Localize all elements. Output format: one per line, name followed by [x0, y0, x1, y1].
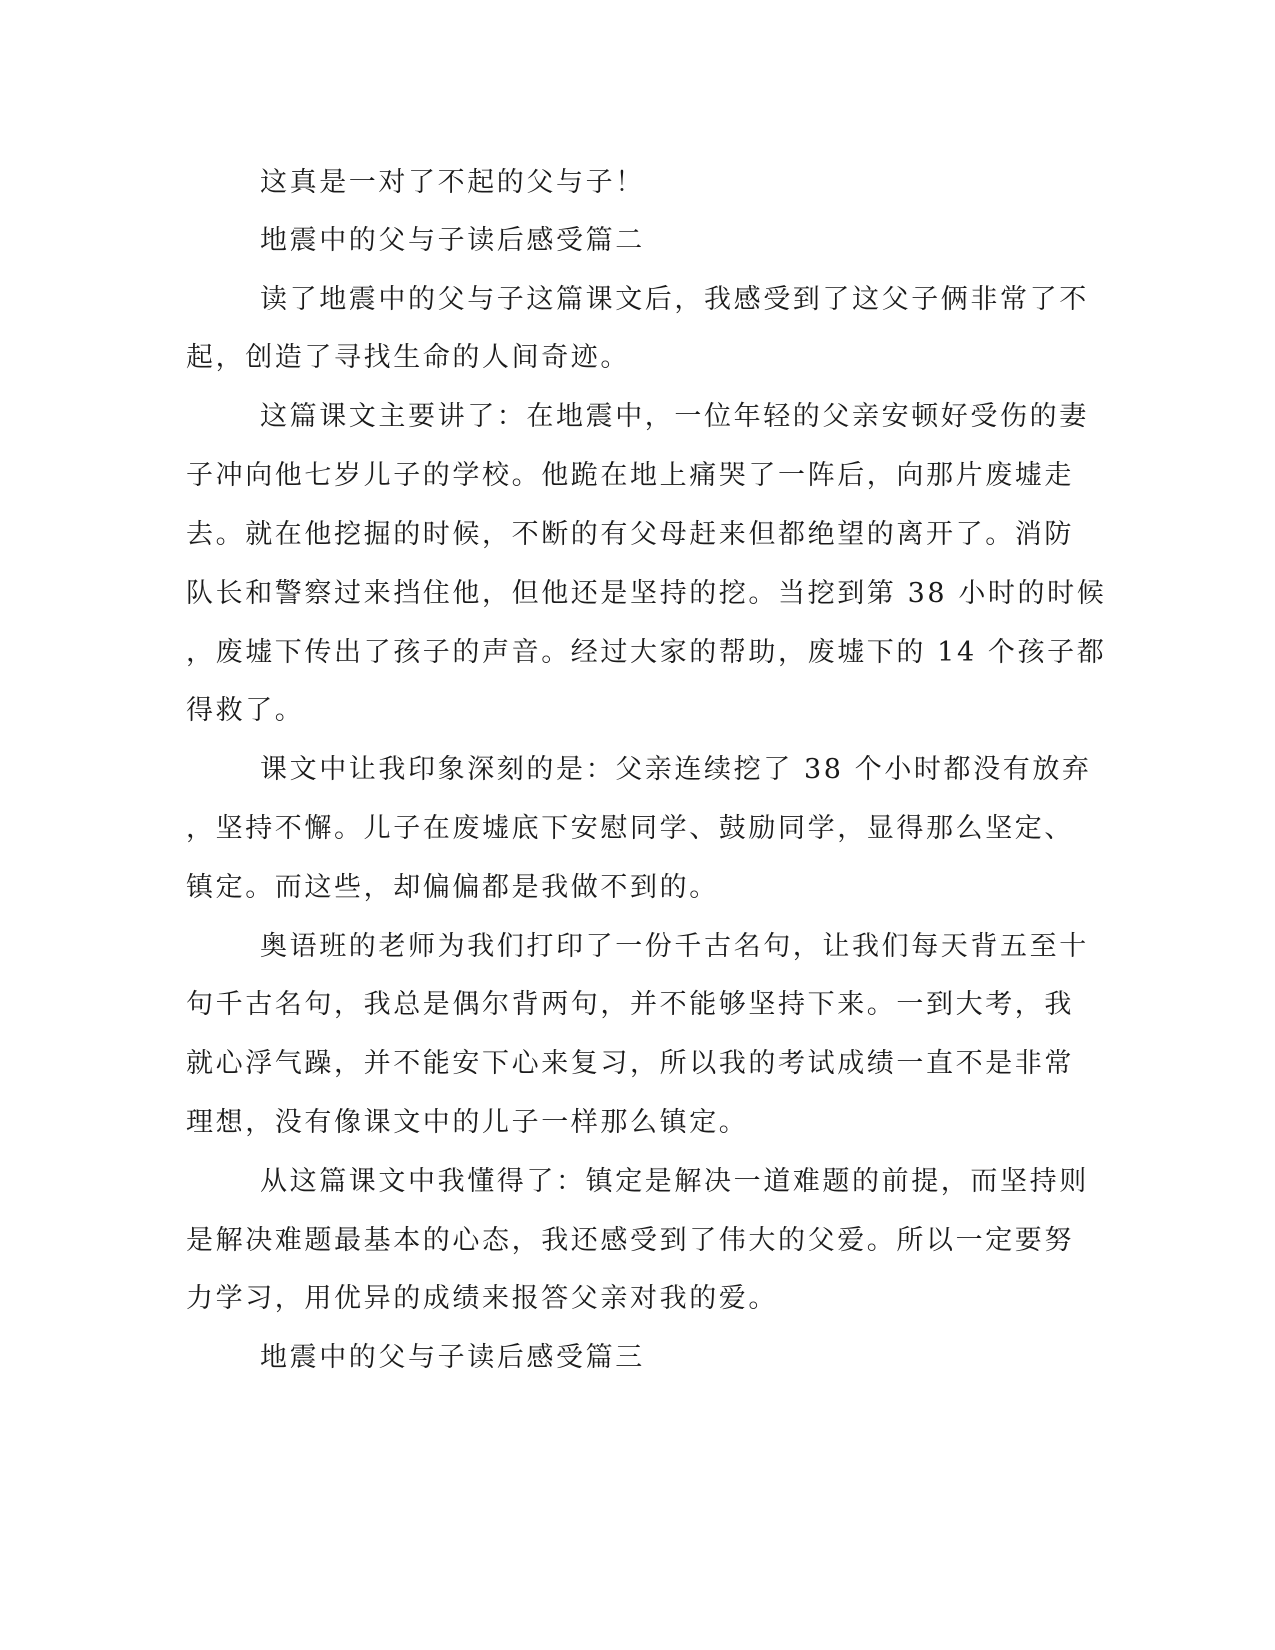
paragraph-2-line-2: 子冲向他七岁儿子的学校。他跪在地上痛哭了一阵后，向那片废墟走: [186, 460, 1074, 491]
paragraph-3-line-1: 课文中让我印象深刻的是：父亲连续挖了 38 个小时都没有放弃: [260, 754, 1092, 785]
paragraph-2-line-4: 队长和警察过来挡住他，但他还是坚持的挖。当挖到第 38 小时的时候: [186, 578, 1107, 609]
paragraph-5-line-1: 从这篇课文中我懂得了：镇定是解决一道难题的前提，而坚持则: [260, 1166, 1089, 1197]
paragraph-5-line-2: 是解决难题最基本的心态，我还感受到了伟大的父爱。所以一定要努: [186, 1225, 1074, 1256]
paragraph-3-line-2: ，坚持不懈。儿子在废墟底下安慰同学、鼓励同学，显得那么坚定、: [186, 813, 1074, 844]
paragraph-2-line-1: 这篇课文主要讲了：在地震中，一位年轻的父亲安顿好受伤的妻: [260, 401, 1089, 432]
paragraph-4-line-2: 句千古名句，我总是偶尔背两句，并不能够坚持下来。一到大考，我: [186, 989, 1074, 1020]
paragraph-1-line-2: 起，创造了寻找生命的人间奇迹。: [186, 342, 630, 373]
closing-sentence: 这真是一对了不起的父与子！: [260, 167, 645, 198]
paragraph-1-line-1: 读了地震中的父与子这篇课文后，我感受到了这父子俩非常了不: [260, 284, 1089, 315]
paragraph-2-line-6: 得救了。: [186, 695, 305, 726]
paragraph-3-line-3: 镇定。而这些，却偏偏都是我做不到的。: [186, 872, 719, 903]
paragraph-2-line-3: 去。就在他挖掘的时候，不断的有父母赶来但都绝望的离开了。消防: [186, 519, 1074, 550]
section-heading-2: 地震中的父与子读后感受篇二: [260, 225, 645, 256]
paragraph-4-line-3: 就心浮气躁，并不能安下心来复习，所以我的考试成绩一直不是非常: [186, 1048, 1074, 1079]
paragraph-2-line-5: ，废墟下传出了孩子的声音。经过大家的帮助，废墟下的 14 个孩子都: [186, 637, 1107, 668]
paragraph-5-line-3: 力学习，用优异的成绩来报答父亲对我的爱。: [186, 1283, 778, 1314]
paragraph-4-line-4: 理想，没有像课文中的儿子一样那么镇定。: [186, 1107, 749, 1138]
paragraph-4-line-1: 奥语班的老师为我们打印了一份千古名句，让我们每天背五至十: [260, 931, 1089, 962]
section-heading-3: 地震中的父与子读后感受篇三: [260, 1342, 645, 1373]
